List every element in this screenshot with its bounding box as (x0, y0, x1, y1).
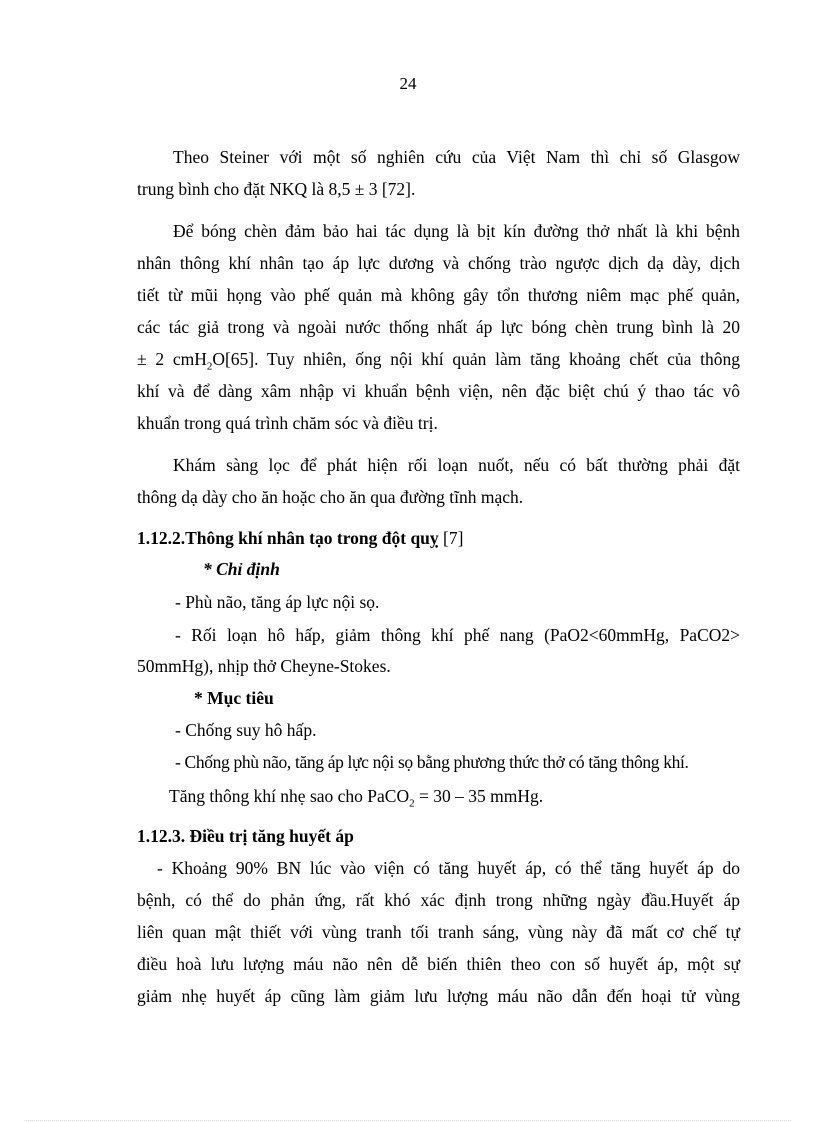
paragraph-2-line-6: khí và để dàng xâm nhập vi khuẩn bệnh viện, nên đặc biệt chú ý thao tác vô (137, 381, 740, 401)
paragraph-1-line-1: Theo Steiner với một số nghiên cứu của Việt Nam thì chỉ số Glasgow (173, 147, 740, 167)
cm-value: ± 2 cmH (137, 349, 207, 369)
paragraph-2-line-4: các tác giả trong và ngoài nước thống nhất áp lực bóng chèn trung bình là 20 (137, 317, 740, 337)
section-1-12-3-line-3: liên quan mật thiết với vùng tranh tối tranh sáng, vùng này đã mất cơ chế tự (137, 922, 740, 942)
paragraph-3-line-2: thông dạ dày cho ăn hoặc cho ăn qua đường tĩnh mạch. (137, 487, 524, 507)
paragraph-2-line-7: khuẩn trong quá trình chăm sóc và điều trị. (137, 413, 438, 433)
section-1-12-3-line-5: giảm nhẹ huyết áp cũng làm giảm lưu lượng máu não dẫn đến hoại tử vùng (137, 986, 740, 1006)
paragraph-2-line-2: nhân thông khí nhân tạo áp lực dương và chống trào ngược dịch dạ dày, dịch (137, 253, 740, 273)
paco2-value: = 30 – 35 mmHg. (414, 786, 544, 806)
list-item-5 (169, 786, 772, 810)
section-1-12-3-line-4: điều hoà lưu lượng máu não nên dễ biến thiên theo con số huyết áp, một sự (137, 954, 740, 974)
list-item-4: - Chống phù não, tăng áp lực nội sọ bằng phương thức thở có tăng thông khí. (175, 752, 689, 772)
section-1-12-2-title: 1.12.2.Thông khí nhân tạo trong đột quỵ (137, 528, 439, 548)
section-1-12-3-line-2: bệnh, có thể do phản ứng, rất khó xác định trong những ngày đầu.Huyết áp (137, 890, 740, 910)
list-item-3: - Chống suy hô hấp. (175, 720, 317, 740)
paragraph-2-line-5-rest: O[65]. Tuy nhiên, ống nội khí quản làm tăng khoảng chết của thông (212, 349, 740, 369)
paragraph-1-line-2: trung bình cho đặt NKQ là 8,5 ± 3 [72]. (137, 179, 416, 199)
paragraph-2-line-1: Để bóng chèn đảm bảo hai tác dụng là bịt kín đường thở nhất là khi bệnh (173, 221, 740, 241)
paragraph-2-line-5 (137, 349, 740, 373)
paragraph-2-line-3: tiết từ mũi họng vào phế quản mà không gây tổn thương niêm mạc phế quản, (137, 285, 740, 305)
page-bottom-border (25, 1120, 791, 1121)
section-1-12-3-line-1: - Khoảng 90% BN lúc vào viện có tăng huyết áp, có thể tăng huyết áp do (157, 858, 740, 878)
list-item-1: - Phù não, tăng áp lực nội sọ. (175, 592, 380, 612)
list-item-2-line-1: - Rối loạn hô hấp, giảm thông khí phế nang (PaO2<60mmHg, PaCO2> (175, 625, 740, 645)
subheading-chi-dinh: * Chỉ định (203, 559, 280, 579)
paco2-subscript: 2 (409, 797, 415, 810)
section-1-12-2-ref: [7] (438, 528, 464, 548)
paragraph-3-line-1: Khám sàng lọc để phát hiện rối loạn nuốt, nếu có bất thường phải đặt (173, 455, 740, 475)
subheading-muc-tieu: * Mục tiêu (194, 688, 274, 708)
section-1-12-3-heading: 1.12.3. Điều trị tăng huyết áp (137, 826, 354, 846)
section-1-12-2-heading (137, 528, 740, 548)
list-item-2-line-2: 50mmHg), nhịp thở Cheyne-Stokes. (137, 656, 391, 676)
page-number: 24 (399, 74, 417, 93)
h2o-subscript: 2 (206, 360, 213, 373)
paco2-label: Tăng thông khí nhẹ sao cho PaCO (169, 786, 410, 806)
